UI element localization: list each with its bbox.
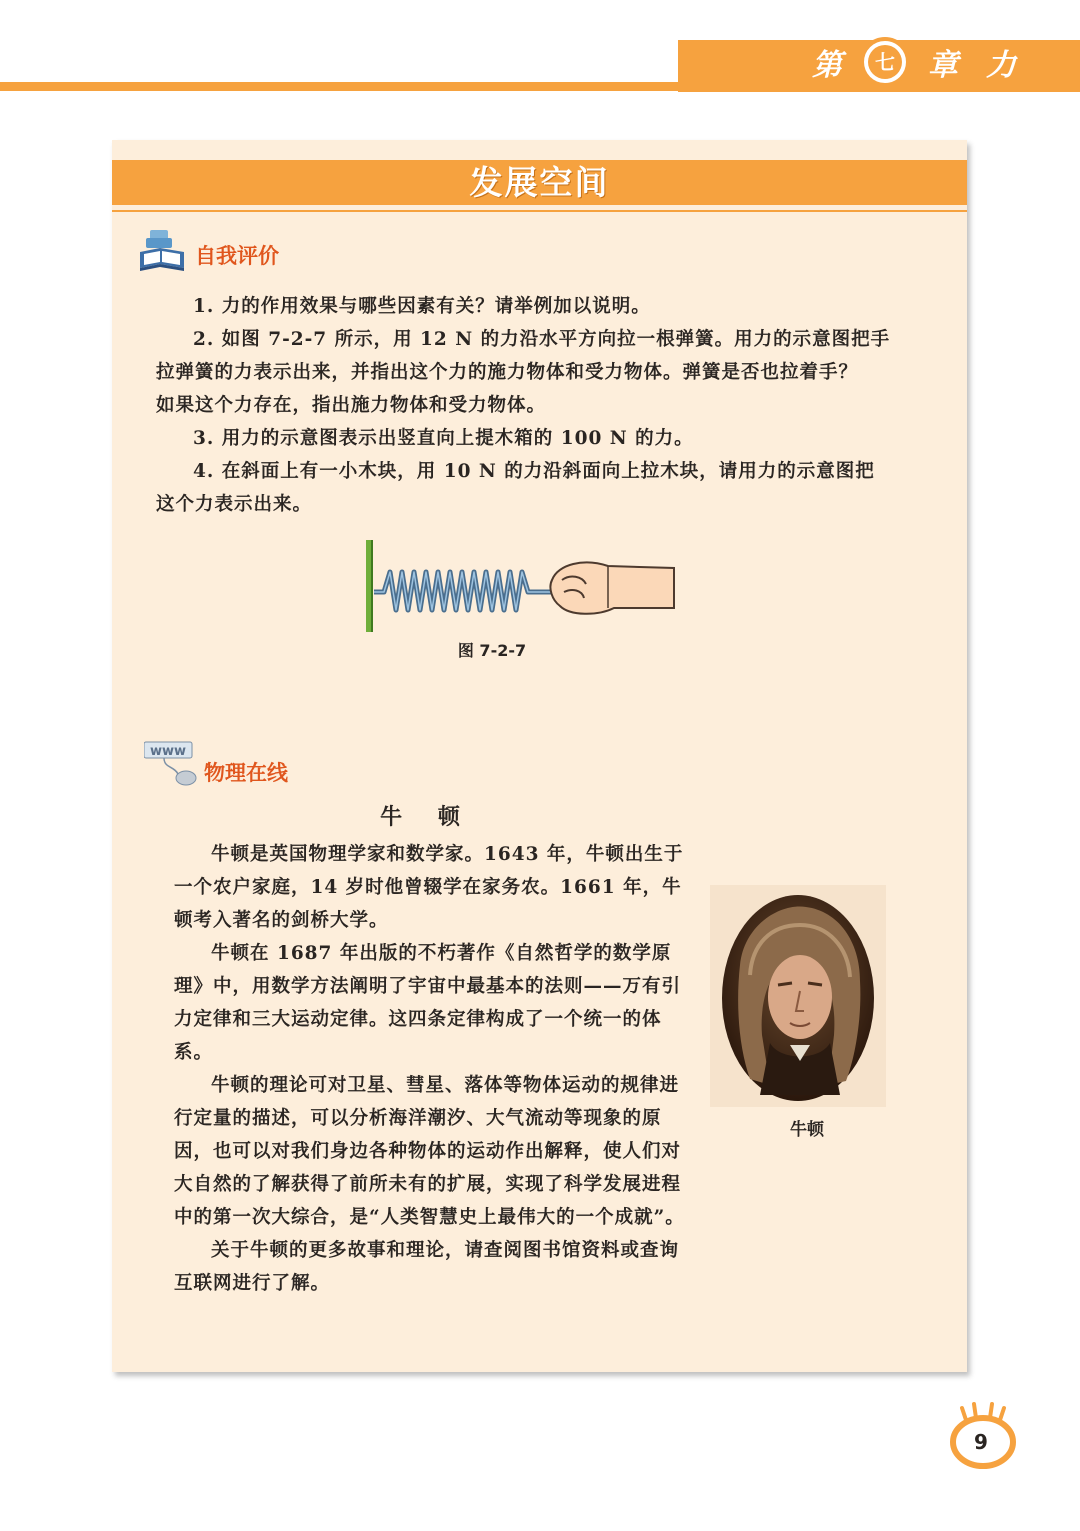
- figure-caption: 图 7-2-7: [457, 641, 527, 660]
- article-paragraph-4: 关于牛顿的更多故事和理论，请查阅图书馆资料或查询互联网进行了解。: [174, 1240, 680, 1294]
- portrait-caption: 牛顿: [790, 1120, 824, 1140]
- svg-text:www: www: [149, 744, 187, 759]
- portrait-image: [710, 885, 886, 1107]
- article-paragraph-1: 牛顿是英国物理学家和数学家。1643 年，牛顿出生于一个农户家庭，14 岁时他曾辍学在家务农。1661 年，牛顿考入著名的剑桥大学。: [174, 844, 684, 931]
- header-rule: [0, 82, 690, 91]
- question-4-line-1: 4. 在斜面上有一小木块，用 10 N 的力沿斜面向上拉木块，请用力的示意图把: [193, 461, 875, 482]
- www-mouse-icon: [144, 740, 200, 788]
- banner-title: 发展空间: [469, 163, 610, 202]
- question-4-line-2: 这个力表示出来。: [156, 494, 313, 515]
- spring-hand-figure: [362, 536, 682, 636]
- content-panel: [112, 140, 967, 1372]
- article-body: [174, 838, 689, 1300]
- newton-portrait: [710, 885, 886, 1107]
- question-2-line-3: 如果这个力存在，指出施力物体和受力物体。: [156, 395, 547, 416]
- question-1: 1. 力的作用效果与哪些因素有关？请举例加以说明。: [193, 296, 651, 317]
- chapter-label-zhang: 章: [928, 48, 958, 83]
- chapter-number: 七: [868, 45, 902, 79]
- question-3: 3. 用力的示意图表示出竖直向上提木箱的 100 N 的力。: [193, 428, 694, 449]
- question-2-line-1: 2. 如图 7-2-7 所示，用 12 N 的力沿水平方向拉一根弹簧。用力的示意图把手: [193, 329, 891, 350]
- page-number: 9: [974, 1430, 988, 1454]
- self-eval-questions: [156, 290, 931, 521]
- banner-underline: [112, 210, 967, 212]
- article-title: 牛 顿: [380, 804, 474, 830]
- chapter-topic: 力: [986, 48, 1016, 83]
- question-2-line-2: 拉弹簧的力表示出来，并指出这个力的施力物体和受力物体。弹簧是否也拉着手？: [156, 362, 859, 383]
- chapter-label-di: 第: [812, 48, 842, 83]
- book-stack-icon: [136, 228, 188, 274]
- article-paragraph-3: 牛顿的理论可对卫星、彗星、落体等物体运动的规律进行定量的描述，可以分析海洋潮汐、大气流动等现象的原因，也可以对我们身边各种物体的运动作出解释，使人们对大自然的了解获得了前所未有的扩展，实现了科学发展进程中的第一次大综合，是“人类智慧史上最伟大的一个成就”。: [174, 1075, 685, 1228]
- self-eval-heading: 自我评价: [195, 244, 279, 268]
- article-paragraph-2: 牛顿在 1687 年出版的不朽著作《自然哲学的数学原理》中，用数学方法阐明了宇宙中最基本的法则——万有引力定律和三大运动定律。这四条定律构成了一个统一的体系。: [174, 943, 682, 1063]
- chapter-number-badge: [860, 37, 910, 87]
- physics-online-heading: 物理在线: [204, 761, 288, 785]
